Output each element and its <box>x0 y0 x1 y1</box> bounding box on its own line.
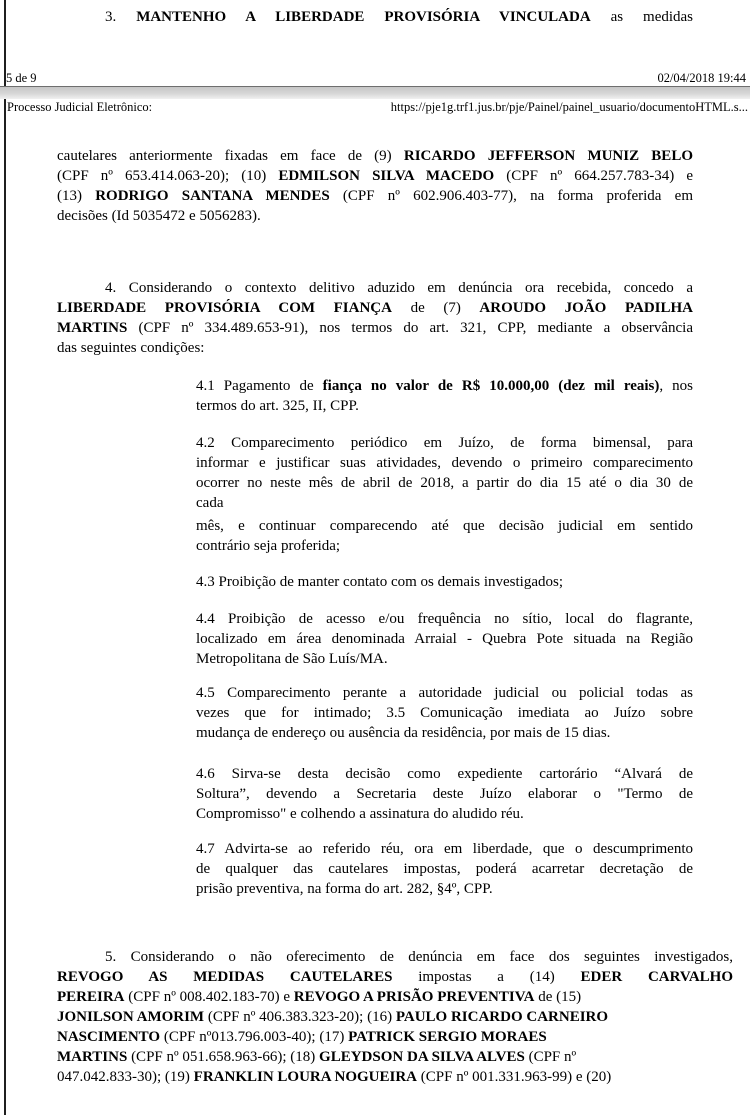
text-line: cada <box>196 495 224 511</box>
page2-header <box>7 100 748 115</box>
text-line: mês, e continuar comparecendo até que decisão judicial em sentido <box>196 518 693 534</box>
item-4-4 <box>196 609 693 669</box>
item-4-5 <box>196 683 693 743</box>
text-line: 3. MANTENHO A LIBERDADE PROVISÓRIA VINCULADA as medidas <box>105 9 694 25</box>
text-line: 4.5 Comparecimento perante a autoridade judicial ou policial todas as <box>196 685 693 701</box>
text-line: 5. Considerando o não oferecimento de denúncia em face dos seguintes investigados, <box>105 949 733 965</box>
text-line: JONILSON AMORIM (CPF nº 406.383.323-20); (16) PAULO RICARDO CARNEIRO <box>57 1009 609 1025</box>
paragraph-4 <box>57 278 693 358</box>
text-line: Soltura”, devendo a Secretaria deste Juízo elaborar o "Termo de <box>196 786 693 802</box>
text-line: MARTINS (CPF nº 051.658.963-66); (18) GLEYDSON DA SILVA ALVES (CPF nº <box>57 1049 577 1065</box>
text-line: informar e justificar suas atividades, devendo o primeiro comparecimento <box>196 455 693 471</box>
text-line: 4.7 Advirta-se ao referido réu, ora em liberdade, que o descumprimento <box>196 841 693 857</box>
document-body <box>0 146 750 1087</box>
text-line: Metropolitana de São Luís/MA. <box>196 651 388 667</box>
page1-left-border <box>4 0 6 86</box>
text-line: LIBERDADE PROVISÓRIA COM FIANÇA de (7) AROUDO JOÃO PADILHA <box>57 300 693 316</box>
text-line: Compromisso" e colhendo a assinatura do aludido réu. <box>196 806 524 822</box>
text-line: das seguintes condições: <box>57 340 205 356</box>
text-line: 4.2 Comparecimento periódico em Juízo, de forma bimensal, para <box>196 435 693 451</box>
text-line: 047.042.833-30); (19) FRANKLIN LOURA NOGUEIRA (CPF nº 001.331.963-99) e (20) <box>57 1069 612 1085</box>
text-line: 4.6 Sirva-se desta decisão como expediente cartorário “Alvará de <box>196 766 693 782</box>
text-line: de qualquer das cautelares impostas, poderá acarretar decretação de <box>196 861 693 877</box>
text-line: localizado em área denominada Arraial - Quebra Pote situada na Região <box>196 631 693 647</box>
text-line: (CPF nº 653.414.063-20); (10) EDMILSON SILVA MACEDO (CPF nº 664.257.783-34) e <box>57 168 694 184</box>
text-line: ocorrer no neste mês de abril de 2018, a partir do dia 15 até o dia 30 de <box>196 475 693 491</box>
page-separator <box>0 87 750 99</box>
text-line: 4.1 Pagamento de fiança no valor de R$ 10.000,00 (dez mil reais), nos <box>196 378 693 394</box>
text-line: vezes que for intimado; 3.5 Comunicação imediata ao Juízo sobre <box>196 705 693 721</box>
text-line: NASCIMENTO (CPF nº013.796.003-40); (17) PATRICK SERGIO MORAES <box>57 1029 547 1045</box>
text-line: (13) RODRIGO SANTANA MENDES (CPF nº 602.906.403-77), na forma proferida em <box>57 188 693 204</box>
header-app-title: Processo Judicial Eletrônico: <box>7 100 153 114</box>
paragraph-3-fragment <box>57 7 693 27</box>
text-line: termos do art. 325, II, CPP. <box>196 398 359 414</box>
text-line: 4.4 Proibição de acesso e/ou frequência no sítio, local do flagrante, <box>196 611 693 627</box>
item-4-1 <box>196 376 693 416</box>
paragraph-3-continuation <box>57 146 693 226</box>
footer-timestamp: 02/04/2018 19:44 <box>657 71 746 85</box>
text-line: 4. Considerando o contexto delitivo aduzido em denúncia ora recebida, concedo a <box>105 280 693 296</box>
item-4-7 <box>196 839 693 899</box>
text-line: decisões (Id 5035472 e 5056283). <box>57 208 261 224</box>
item-4-6 <box>196 764 693 824</box>
text-line: REVOGO AS MEDIDAS CAUTELARES impostas a (14) EDER CARVALHO <box>57 969 734 985</box>
page2-left-border <box>4 99 6 1115</box>
text-line: MARTINS (CPF nº 334.489.653-91), nos termos do art. 321, CPP, mediante a observância <box>57 320 693 336</box>
paragraph-5 <box>57 947 733 1087</box>
item-4-3 <box>196 572 693 592</box>
text-line: contrário seja proferida; <box>196 538 341 554</box>
item-4-2-continued <box>196 516 693 556</box>
text-line: mudança de endereço ou ausência da residência, por mais de 15 dias. <box>196 725 611 741</box>
text-line: cautelares anteriormente fixadas em face de (9) RICARDO JEFFERSON MUNIZ BELO <box>57 148 693 164</box>
text-line: PEREIRA (CPF nº 008.402.183-70) e REVOGO A PRISÃO PREVENTIVA de (15) <box>57 989 582 1005</box>
item-4-2 <box>196 433 693 513</box>
footer-page-number: 5 de 9 <box>6 71 37 85</box>
header-url: https://pje1g.trf1.jus.br/pje/Painel/painel_usuario/documentoHTML.s... <box>390 100 748 114</box>
text-line: 4.3 Proibição de manter contato com os demais investigados; <box>196 574 564 590</box>
page1-footer <box>6 71 746 86</box>
text-line: prisão preventiva, na forma do art. 282, §4º, CPP. <box>196 881 493 897</box>
page1-text <box>0 7 750 27</box>
